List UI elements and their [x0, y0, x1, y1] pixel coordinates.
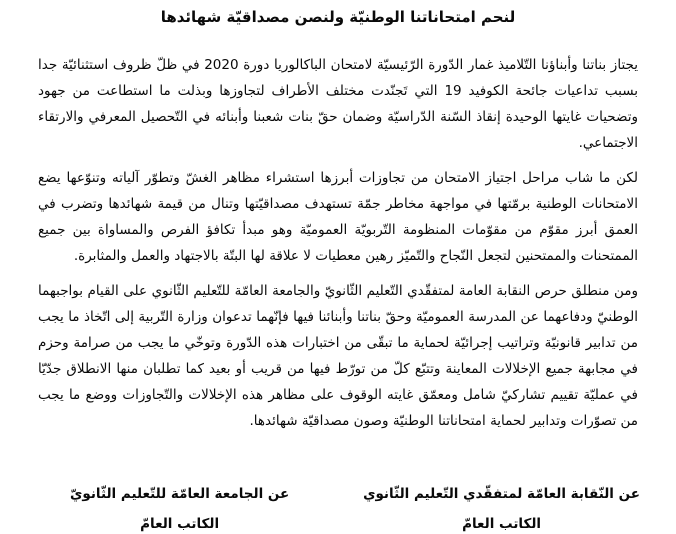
signature-inspectors-union	[363, 485, 640, 534]
signature-heading: عن النّقابة العامّة لمتفقّدي التّعليم الثّانوي	[363, 486, 640, 502]
paragraph-demands: ومن منطلق حرص النقابة العامة لمتفقّدي التّعليم الثّانويّ والجامعة العامّة للتّعليم الثّانوي على القيام بواجبهما الوطنيّ ودفاعهما عن المدرسة العموميّة وحقّ بناتنا وأبنائنا فيها فإنّهما تدعوان وزارة التّربية إلى اتّخاذ ما يجب من تدابير قانونيّة وتراتيب إجرائيّة لحماية ما تبقّى من اختبارات هذه الدّورة وتوخّي ما يجب من صرامة وحزم في مجابهة جميع الإخلالات المعاينة وتتبّع كلّ من تورّط فيها من قريب أو بعيد كما تطلبان منها الانطلاق جدّيّا في عمليّة تقييم تشاركيّ شامل ومعمّق غايته الوقوف على مظاهر هذه الإخلالات والتّجاوزات ووضع ما يجب من تصوّرات وتدابير لحماية امتحاناتنا الوطنيّة وصون مصداقيّة شهائدها.	[38, 283, 638, 429]
signature-row	[0, 485, 676, 534]
document-page	[0, 7, 676, 532]
paragraph-problem: لكن ما شاب مراحل اجتياز الامتحان من تجاوزات أبرزها استشراء مظاهر الغشّ وتطوّر آلياته وتنوّعها يضع الامتحانات الوطنية برمّتها في مواجهة مخاطر جمّة تستهدف مصداقيّتها وتنال من قيمة شهائدها وتضرب في العمق أبرز مقوّم من مقوّمات المنظومة التّربويّة العموميّة وهو مبدأ تكافؤ الفرص والمساواة بين جميع الممتحنات والممتحنين لتجعل النّجاح والتّميّز رهين معطيات لا علاقة لها البتّة بالاجتهاد والعمل والمثابرة.	[38, 170, 638, 264]
signature-subline: الكاتب العامّ	[462, 516, 542, 532]
document-body	[38, 52, 638, 434]
paragraph-intro: يجتاز بناتنا وأبناؤنا التّلاميذ غمار الدّورة الرّئيسيّة لامتحان الباكالوريا دورة 2020 في ظلّ ظروف استثنائيّة جدا بسبب تداعيات جائحة الكوفيد 19 التي تَجنّدت مختلف الأطراف لتجاوزها وبذلت ما استطاعت من جهود وتضحيات غايتها الوحيدة إنقاذ السّنة الدّراسيّة وضمان حقّ بنات شعبنا وأبنائه في التّحصيل المعرفي والارتقاء الاجتماعي.	[38, 57, 638, 151]
signature-secondary-federation	[70, 485, 289, 534]
signature-heading: عن الجامعة العامّة للتّعليم الثّانويّ	[70, 486, 290, 502]
signature-subline: الكاتب العامّ	[140, 516, 220, 532]
document-title: لنحم امتحاناتنا الوطنيّة ولنصن مصداقيّة شهائدها	[160, 8, 516, 26]
